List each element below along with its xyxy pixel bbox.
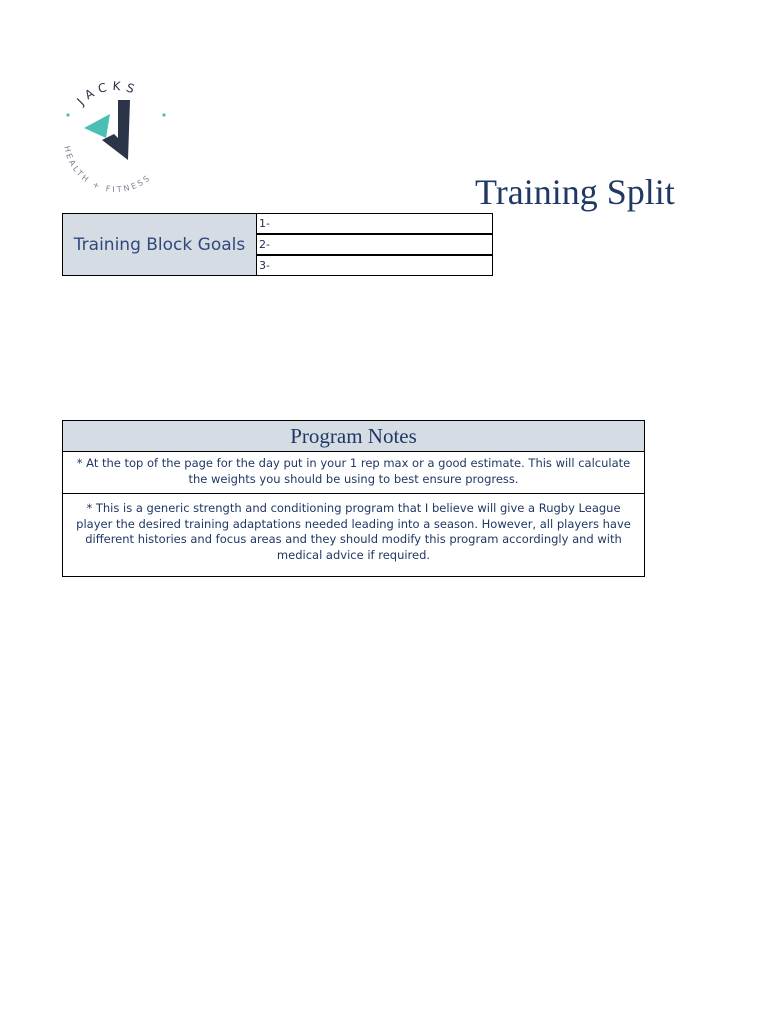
program-note-1: * At the top of the page for the day put in your 1 rep max or a good estimate. This will calculate the weights you should be using to best ensure progress. [63, 452, 644, 494]
title-clip [440, 168, 675, 218]
program-notes-table [62, 420, 645, 577]
goals-label: Training Block Goals [62, 213, 257, 276]
goal-row-1[interactable]: 1- [256, 213, 493, 234]
goal-row-2[interactable]: 2- [256, 234, 493, 255]
goal-row-3[interactable]: 3- [256, 255, 493, 276]
logo-brand-top: JACKS [74, 78, 142, 109]
logo-mark-icon [56, 72, 176, 192]
program-notes-header: Program Notes [63, 421, 644, 452]
page-title: Training Split [475, 172, 675, 212]
program-note-2: * This is a generic strength and conditioning program that I believe will give a Rugby League player the desired training adaptations needed leading into a season. However, all players have different histories and focus areas and they should modify this program accordingly and with medical advice if required. [76, 501, 631, 562]
logo-brand-bottom: HEALTH + FITNESS [62, 145, 153, 192]
brand-logo [56, 72, 176, 192]
svg-text:HEALTH + FITNESS [62, 145, 153, 192]
svg-text:JACKS [74, 79, 141, 109]
training-goals-table [62, 213, 493, 276]
